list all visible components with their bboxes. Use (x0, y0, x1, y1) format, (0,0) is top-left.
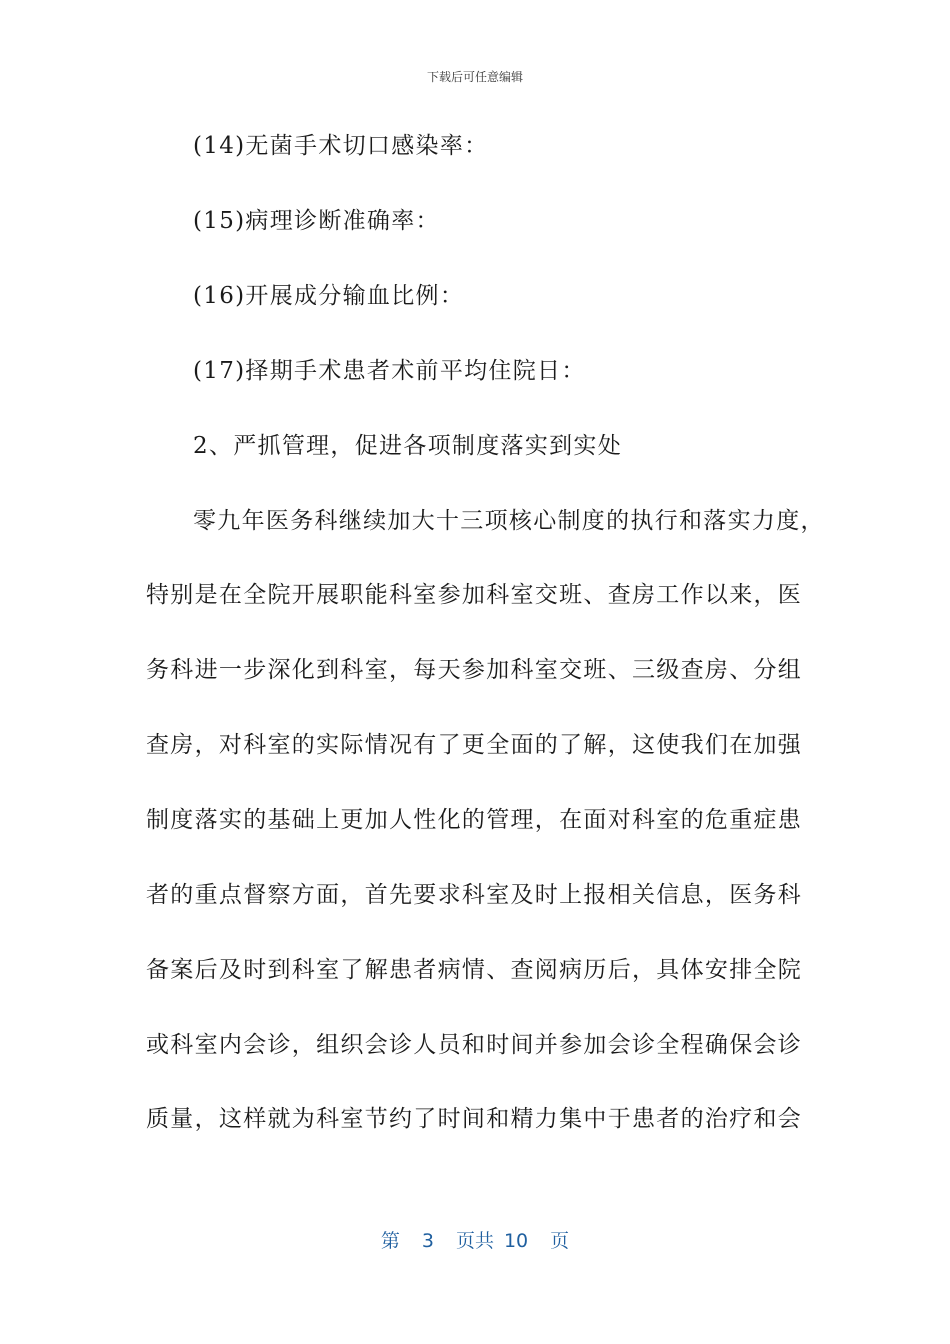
paragraph-line: 备案后及时到科室了解患者病情、查阅病历后，具体安排全院 (146, 957, 803, 983)
paragraph-line: 务科进一步深化到科室，每天参加科室交班、三级查房、分组 (146, 657, 803, 683)
section-heading: 2、严抓管理，促进各项制度落实到实处 (193, 433, 623, 459)
paragraph-line: 查房，对科室的实际情况有了更全面的了解，这使我们在加强 (146, 732, 803, 758)
paragraph-line: 零九年医务科继续加大十三项核心制度的执行和落实力度， (193, 508, 825, 534)
header-note: 下载后可任意编辑 (426, 70, 523, 84)
footer-middle: 页共 (455, 1230, 494, 1252)
footer-suffix: 页 (550, 1230, 570, 1252)
paragraph-line: 质量，这样就为科室节约了时间和精力集中于患者的治疗和会 (146, 1106, 803, 1132)
paragraph-line: 或科室内会诊，组织会诊人员和时间并参加会诊全程确保会诊 (146, 1032, 803, 1058)
list-item: (17)择期手术患者术前平均住院日： (193, 358, 586, 384)
current-page-number: 3 (421, 1230, 434, 1252)
list-item: (14)无菌手术切口感染率： (193, 133, 489, 159)
total-pages-number: 10 (503, 1230, 529, 1252)
list-item: (16)开展成分输血比例： (193, 283, 465, 309)
list-item: (15)病理诊断准确率： (193, 208, 440, 234)
paragraph-line: 特别是在全院开展职能科室参加科室交班、查房工作以来，医 (146, 582, 803, 608)
page-footer (0, 1226, 950, 1253)
paragraph-line: 者的重点督察方面，首先要求科室及时上报相关信息，医务科 (146, 882, 803, 908)
paragraph-line: 制度落实的基础上更加人性化的管理，在面对科室的危重症患 (146, 807, 803, 833)
footer-prefix: 第 (380, 1230, 400, 1252)
